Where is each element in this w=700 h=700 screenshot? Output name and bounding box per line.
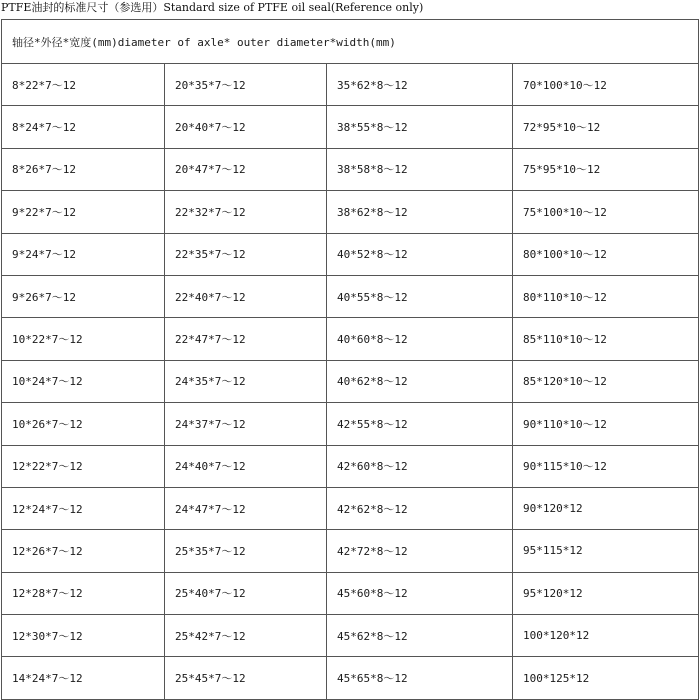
table-row bbox=[2, 275, 699, 317]
table-cell: 40*60*8～12 bbox=[327, 318, 513, 360]
table-cell: 90*110*10～12 bbox=[513, 403, 699, 445]
table-cell: 90*120*12 bbox=[513, 487, 699, 529]
table-cell: 20*35*7～12 bbox=[165, 64, 327, 106]
table-row bbox=[2, 657, 699, 699]
table-cell: 10*22*7～12 bbox=[2, 318, 165, 360]
page-title: PTFE油封的标准尺寸（参选用）Standard size of PTFE oil seal(Reference only) bbox=[1, 1, 424, 14]
table-row bbox=[2, 445, 699, 487]
table-cell: 100*120*12 bbox=[513, 615, 699, 657]
table-cell: 42*62*8～12 bbox=[327, 487, 513, 529]
table-cell: 95*120*12 bbox=[513, 572, 699, 614]
table-cell: 42*72*8～12 bbox=[327, 530, 513, 572]
table-row bbox=[2, 403, 699, 445]
table-cell: 20*47*7～12 bbox=[165, 148, 327, 190]
seal-size-table bbox=[1, 19, 699, 700]
table-cell: 80*110*10～12 bbox=[513, 275, 699, 317]
table-cell: 12*26*7～12 bbox=[2, 530, 165, 572]
table-cell: 12*30*7～12 bbox=[2, 615, 165, 657]
table-cell: 42*55*8～12 bbox=[327, 403, 513, 445]
table-cell: 14*24*7～12 bbox=[2, 657, 165, 699]
table-cell: 40*62*8～12 bbox=[327, 360, 513, 402]
table-row bbox=[2, 148, 699, 190]
table-cell: 20*40*7～12 bbox=[165, 106, 327, 148]
table-row bbox=[2, 487, 699, 529]
table-row bbox=[2, 233, 699, 275]
table-cell: 85*110*10～12 bbox=[513, 318, 699, 360]
table-cell: 45*60*8～12 bbox=[327, 572, 513, 614]
table-cell: 72*95*10～12 bbox=[513, 106, 699, 148]
table-cell: 24*40*7～12 bbox=[165, 445, 327, 487]
table-cell: 45*65*8～12 bbox=[327, 657, 513, 699]
table-cell: 38*55*8～12 bbox=[327, 106, 513, 148]
table-cell: 40*52*8～12 bbox=[327, 233, 513, 275]
table-cell: 100*125*12 bbox=[513, 657, 699, 699]
table-cell: 22*32*7～12 bbox=[165, 191, 327, 233]
table-cell: 9*22*7～12 bbox=[2, 191, 165, 233]
table-cell: 24*37*7～12 bbox=[165, 403, 327, 445]
table-row bbox=[2, 572, 699, 614]
table-cell: 90*115*10～12 bbox=[513, 445, 699, 487]
table-cell: 12*24*7～12 bbox=[2, 487, 165, 529]
table-cell: 75*100*10～12 bbox=[513, 191, 699, 233]
table-cell: 45*62*8～12 bbox=[327, 615, 513, 657]
table-row bbox=[2, 318, 699, 360]
table-cell: 12*22*7～12 bbox=[2, 445, 165, 487]
table-cell: 10*24*7～12 bbox=[2, 360, 165, 402]
table-cell: 75*95*10～12 bbox=[513, 148, 699, 190]
table-cell: 80*100*10～12 bbox=[513, 233, 699, 275]
table-row bbox=[2, 530, 699, 572]
table-cell: 85*120*10～12 bbox=[513, 360, 699, 402]
table-row bbox=[2, 191, 699, 233]
table-cell: 22*35*7～12 bbox=[165, 233, 327, 275]
table-cell: 8*22*7～12 bbox=[2, 64, 165, 106]
table-row bbox=[2, 360, 699, 402]
table-cell: 38*62*8～12 bbox=[327, 191, 513, 233]
table-cell: 25*42*7～12 bbox=[165, 615, 327, 657]
table-header-cell: 轴径*外径*宽度(mm)diameter of axle* outer diameter*width(mm) bbox=[2, 20, 699, 64]
table-cell: 38*58*8～12 bbox=[327, 148, 513, 190]
table-cell: 25*40*7～12 bbox=[165, 572, 327, 614]
table-cell: 22*47*7～12 bbox=[165, 318, 327, 360]
table-cell: 24*35*7～12 bbox=[165, 360, 327, 402]
table-cell: 8*26*7～12 bbox=[2, 148, 165, 190]
table-cell: 25*35*7～12 bbox=[165, 530, 327, 572]
table-cell: 95*115*12 bbox=[513, 530, 699, 572]
table-header-row bbox=[2, 20, 699, 64]
table-cell: 9*26*7～12 bbox=[2, 275, 165, 317]
table-cell: 10*26*7～12 bbox=[2, 403, 165, 445]
table-cell: 8*24*7～12 bbox=[2, 106, 165, 148]
table-cell: 40*55*8～12 bbox=[327, 275, 513, 317]
table-cell: 42*60*8～12 bbox=[327, 445, 513, 487]
table-row bbox=[2, 106, 699, 148]
table-cell: 9*24*7～12 bbox=[2, 233, 165, 275]
table-row bbox=[2, 64, 699, 106]
table-cell: 24*47*7～12 bbox=[165, 487, 327, 529]
table-cell: 25*45*7～12 bbox=[165, 657, 327, 699]
table-row bbox=[2, 615, 699, 657]
table-cell: 22*40*7～12 bbox=[165, 275, 327, 317]
table-cell: 12*28*7～12 bbox=[2, 572, 165, 614]
table-cell: 70*100*10～12 bbox=[513, 64, 699, 106]
table-cell: 35*62*8～12 bbox=[327, 64, 513, 106]
